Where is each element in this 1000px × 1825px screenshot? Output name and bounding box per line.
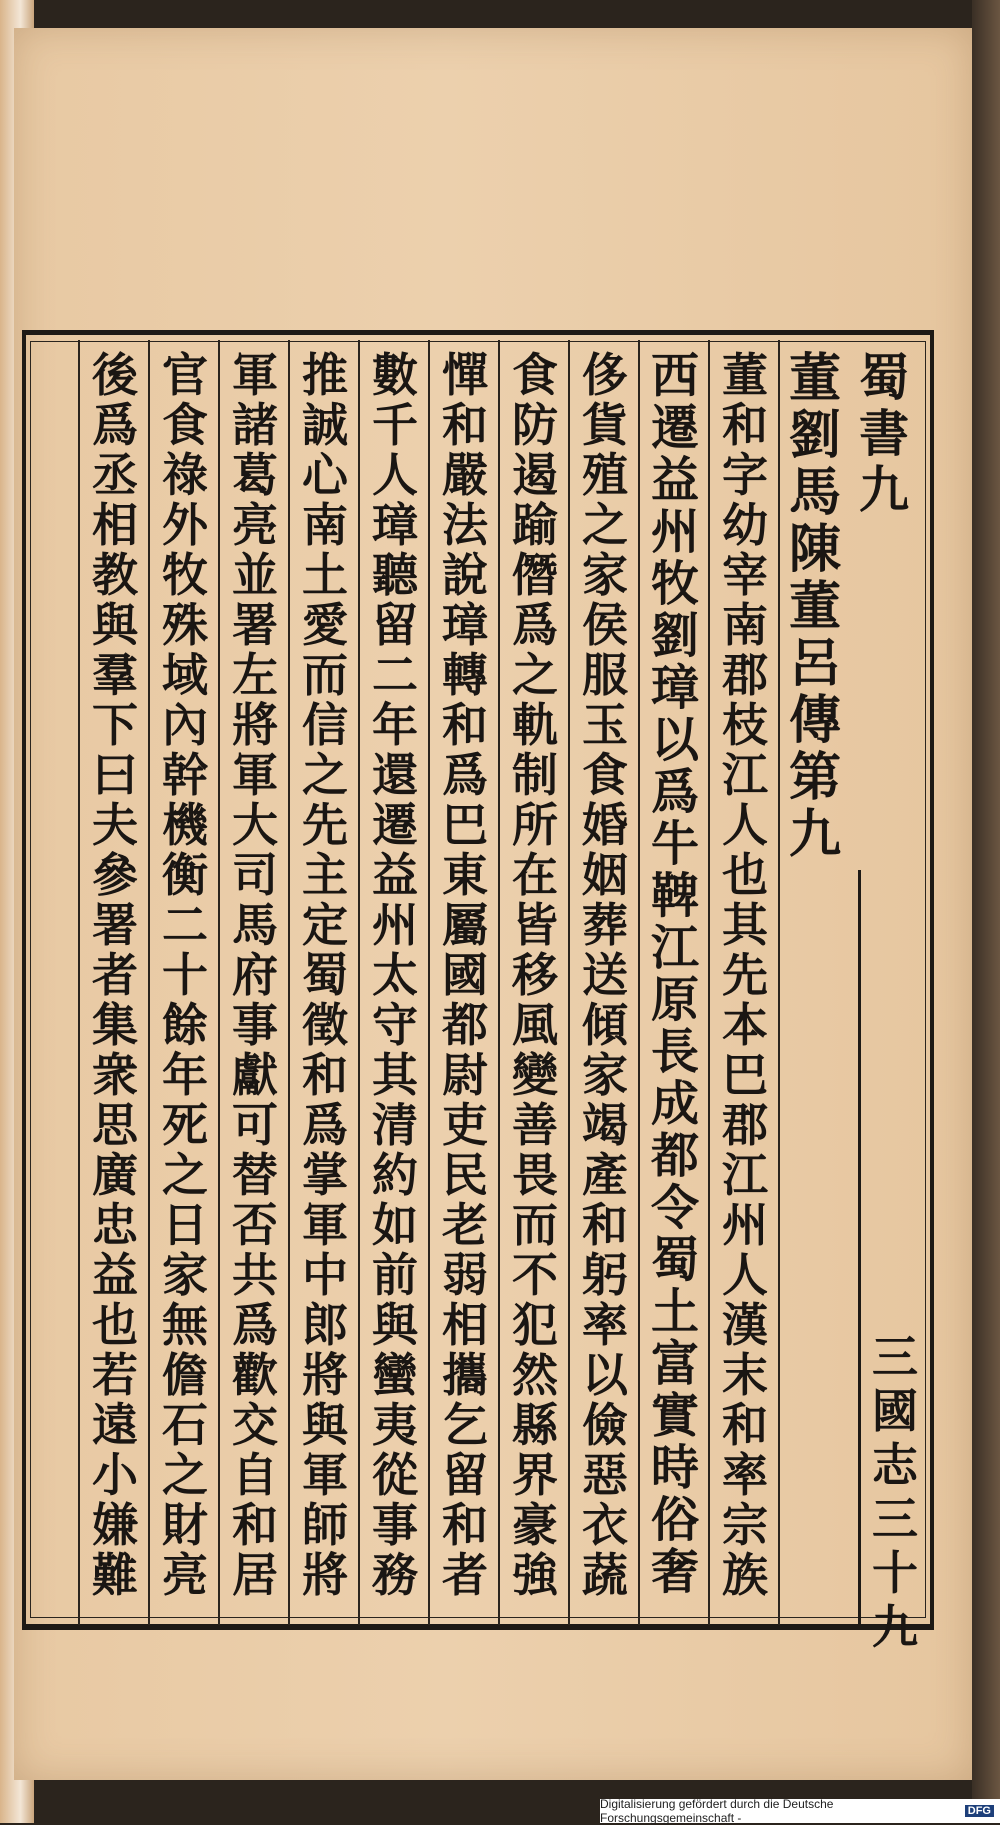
glyph: 蜀 xyxy=(650,1232,699,1288)
glyph: 豪 xyxy=(512,1498,558,1552)
glyph: 事 xyxy=(372,1498,418,1552)
glyph: 姻 xyxy=(582,848,628,902)
glyph: 信 xyxy=(302,698,348,752)
text-column xyxy=(640,350,710,1598)
glyph: 西 xyxy=(650,348,699,404)
glyph: 遏 xyxy=(512,448,558,502)
glyph: 交 xyxy=(232,1398,278,1452)
glyph: 祿 xyxy=(162,448,208,502)
glyph: 土 xyxy=(302,548,348,602)
glyph: 石 xyxy=(162,1398,208,1452)
text-column xyxy=(150,350,220,1600)
glyph: 儉 xyxy=(582,1398,628,1452)
glyph: 鞞 xyxy=(650,868,699,924)
glyph: 郡 xyxy=(722,648,768,702)
glyph: 亮 xyxy=(232,498,278,552)
glyph: 二 xyxy=(372,648,418,702)
glyph: 葬 xyxy=(582,898,628,952)
glyph: 州 xyxy=(722,1198,768,1252)
glyph: 而 xyxy=(512,1198,558,1252)
glyph: 三 xyxy=(872,1492,918,1546)
glyph: 日 xyxy=(162,1198,208,1252)
glyph: 益 xyxy=(372,848,418,902)
glyph: 與 xyxy=(92,598,138,652)
glyph: 無 xyxy=(162,1298,208,1352)
glyph: 巴 xyxy=(722,1048,768,1102)
glyph: 軌 xyxy=(512,698,558,752)
glyph: 爲 xyxy=(92,398,138,452)
glyph: 之 xyxy=(512,648,558,702)
glyph: 躬 xyxy=(582,1248,628,1302)
glyph: 傾 xyxy=(582,998,628,1052)
glyph: 強 xyxy=(512,1548,558,1602)
glyph: 縣 xyxy=(512,1398,558,1452)
glyph: 令 xyxy=(650,1180,699,1236)
glyph: 小 xyxy=(92,1448,138,1502)
glyph: 和 xyxy=(442,398,488,452)
glyph: 尉 xyxy=(442,1048,488,1102)
glyph: 相 xyxy=(92,498,138,552)
next-page-edge xyxy=(972,0,1000,1823)
glyph: 清 xyxy=(372,1098,418,1152)
glyph: 時 xyxy=(650,1440,699,1496)
glyph: 和 xyxy=(442,698,488,752)
glyph: 年 xyxy=(372,698,418,752)
glyph: 居 xyxy=(232,1548,278,1602)
glyph: 相 xyxy=(442,1298,488,1352)
glyph: 徵 xyxy=(302,998,348,1052)
glyph: 軍 xyxy=(302,1198,348,1252)
glyph: 牧 xyxy=(650,556,699,612)
glyph: 產 xyxy=(582,1148,628,1202)
glyph: 都 xyxy=(650,1128,699,1184)
glyph: 不 xyxy=(512,1248,558,1302)
glyph: 前 xyxy=(372,1248,418,1302)
glyph: 年 xyxy=(162,1048,208,1102)
glyph: 書 xyxy=(859,404,909,463)
glyph: 和 xyxy=(722,1398,768,1452)
glyph: 侯 xyxy=(582,598,628,652)
glyph: 屬 xyxy=(442,898,488,952)
glyph: 然 xyxy=(512,1348,558,1402)
glyph: 和 xyxy=(442,1498,488,1552)
dfg-logo: DFG xyxy=(965,1805,994,1817)
glyph: 以 xyxy=(582,1348,628,1402)
glyph: 都 xyxy=(442,998,488,1052)
text-column xyxy=(570,350,640,1600)
glyph: 官 xyxy=(162,348,208,402)
glyph: 巴 xyxy=(442,798,488,852)
glyph: 獻 xyxy=(232,1048,278,1102)
glyph: 家 xyxy=(582,548,628,602)
glyph: 衆 xyxy=(92,1048,138,1102)
glyph: 食 xyxy=(582,748,628,802)
glyph: 宰 xyxy=(722,548,768,602)
glyph: 機 xyxy=(162,798,208,852)
glyph: 率 xyxy=(582,1298,628,1352)
glyph: 蜀 xyxy=(302,948,348,1002)
glyph: 和 xyxy=(232,1498,278,1552)
glyph: 以 xyxy=(650,712,699,768)
glyph: 其 xyxy=(722,898,768,952)
glyph: 軍 xyxy=(232,348,278,402)
glyph: 爲 xyxy=(232,1298,278,1352)
glyph: 掌 xyxy=(302,1148,348,1202)
glyph: 將 xyxy=(302,1348,348,1402)
glyph: 宗 xyxy=(722,1498,768,1552)
glyph: 之 xyxy=(162,1148,208,1202)
glyph: 三 xyxy=(872,1330,918,1384)
glyph: 劉 xyxy=(650,608,699,664)
glyph: 千 xyxy=(372,398,418,452)
glyph: 南 xyxy=(302,498,348,552)
glyph: 推 xyxy=(302,348,348,402)
glyph: 左 xyxy=(232,648,278,702)
glyph: 也 xyxy=(92,1298,138,1352)
glyph: 食 xyxy=(512,348,558,402)
glyph: 傳 xyxy=(788,690,841,751)
glyph: 守 xyxy=(372,998,418,1052)
glyph: 餘 xyxy=(162,998,208,1052)
glyph: 共 xyxy=(232,1248,278,1302)
glyph: 可 xyxy=(232,1098,278,1152)
text-column xyxy=(710,350,780,1600)
glyph: 和 xyxy=(582,1198,628,1252)
glyph: 殖 xyxy=(582,448,628,502)
glyph: 如 xyxy=(372,1198,418,1252)
glyph: 外 xyxy=(162,498,208,552)
glyph: 富 xyxy=(650,1336,699,1392)
glyph: 聽 xyxy=(372,548,418,602)
glyph: 俗 xyxy=(650,1492,699,1548)
footer-text: Digitalisierung gefördert durch die Deutsche Forschungsgemeinschaft - xyxy=(600,1797,834,1825)
glyph: 轉 xyxy=(442,648,488,702)
glyph: 乞 xyxy=(442,1398,488,1452)
glyph: 思 xyxy=(92,1098,138,1152)
glyph: 家 xyxy=(162,1248,208,1302)
glyph: 誠 xyxy=(302,398,348,452)
glyph: 食 xyxy=(162,398,208,452)
glyph: 幼 xyxy=(722,498,768,552)
glyph: 衡 xyxy=(162,848,208,902)
glyph: 劉 xyxy=(788,405,841,466)
glyph: 自 xyxy=(232,1448,278,1502)
glyph: 也 xyxy=(722,848,768,902)
glyph: 留 xyxy=(372,598,418,652)
glyph: 東 xyxy=(442,848,488,902)
glyph: 人 xyxy=(722,798,768,852)
glyph: 移 xyxy=(512,948,558,1002)
glyph: 嫌 xyxy=(92,1498,138,1552)
glyph: 攜 xyxy=(442,1348,488,1402)
glyph: 人 xyxy=(722,1248,768,1302)
glyph: 枝 xyxy=(722,698,768,752)
glyph: 司 xyxy=(232,848,278,902)
glyph: 吏 xyxy=(442,1098,488,1152)
glyph: 並 xyxy=(232,548,278,602)
glyph: 璋 xyxy=(442,598,488,652)
glyph: 大 xyxy=(232,798,278,852)
glyph: 務 xyxy=(372,1548,418,1602)
glyph: 江 xyxy=(722,1148,768,1202)
glyph: 教 xyxy=(92,548,138,602)
volume-label xyxy=(866,1330,924,1654)
glyph: 送 xyxy=(582,948,628,1002)
glyph: 璋 xyxy=(372,498,418,552)
glyph: 歡 xyxy=(232,1348,278,1402)
text-column xyxy=(290,350,360,1600)
glyph: 民 xyxy=(442,1148,488,1202)
glyph: 約 xyxy=(372,1148,418,1202)
glyph: 者 xyxy=(442,1548,488,1602)
glyph: 防 xyxy=(512,398,558,452)
glyph: 夷 xyxy=(372,1398,418,1452)
glyph: 蜀 xyxy=(859,348,909,407)
glyph: 之 xyxy=(302,748,348,802)
glyph: 益 xyxy=(650,452,699,508)
glyph: 後 xyxy=(92,348,138,402)
glyph: 惡 xyxy=(582,1448,628,1502)
glyph: 羣 xyxy=(92,648,138,702)
glyph: 弱 xyxy=(442,1248,488,1302)
text-column xyxy=(360,350,430,1600)
glyph: 益 xyxy=(92,1248,138,1302)
glyph: 二 xyxy=(162,898,208,952)
glyph: 畏 xyxy=(512,1148,558,1202)
glyph: 婚 xyxy=(582,798,628,852)
glyph: 州 xyxy=(372,898,418,952)
glyph: 法 xyxy=(442,498,488,552)
glyph: 蔬 xyxy=(582,1548,628,1602)
glyph: 先 xyxy=(302,798,348,852)
glyph: 風 xyxy=(512,998,558,1052)
glyph: 漢 xyxy=(722,1298,768,1352)
glyph: 字 xyxy=(722,448,768,502)
glyph: 江 xyxy=(722,748,768,802)
glyph: 國 xyxy=(442,948,488,1002)
glyph: 董 xyxy=(788,348,841,409)
glyph: 憚 xyxy=(442,348,488,402)
glyph: 老 xyxy=(442,1198,488,1252)
glyph: 郎 xyxy=(302,1298,348,1352)
glyph: 內 xyxy=(162,698,208,752)
glyph: 服 xyxy=(582,648,628,702)
glyph: 南 xyxy=(722,598,768,652)
glyph: 爲 xyxy=(650,764,699,820)
glyph: 參 xyxy=(92,848,138,902)
glyph: 愛 xyxy=(302,598,348,652)
text-column xyxy=(780,350,850,863)
glyph: 署 xyxy=(92,898,138,952)
glyph: 江 xyxy=(650,920,699,976)
glyph: 原 xyxy=(650,972,699,1028)
glyph: 第 xyxy=(788,747,841,808)
glyph: 九 xyxy=(788,804,841,865)
glyph: 與 xyxy=(372,1298,418,1352)
glyph: 貨 xyxy=(582,398,628,452)
glyph: 末 xyxy=(722,1348,768,1402)
glyph: 財 xyxy=(162,1498,208,1552)
glyph: 界 xyxy=(512,1448,558,1502)
glyph: 之 xyxy=(162,1448,208,1502)
glyph: 竭 xyxy=(582,1098,628,1152)
glyph: 犯 xyxy=(512,1298,558,1352)
glyph: 亮 xyxy=(162,1548,208,1602)
glyph: 族 xyxy=(722,1548,768,1602)
glyph: 陳 xyxy=(788,519,841,580)
glyph: 諸 xyxy=(232,398,278,452)
glyph: 十 xyxy=(162,948,208,1002)
glyph: 者 xyxy=(92,948,138,1002)
glyph: 成 xyxy=(650,1076,699,1132)
glyph: 九 xyxy=(859,460,909,519)
glyph: 馬 xyxy=(788,462,841,523)
glyph: 死 xyxy=(162,1098,208,1152)
glyph: 玉 xyxy=(582,698,628,752)
glyph: 九 xyxy=(872,1600,918,1654)
glyph: 遷 xyxy=(372,798,418,852)
glyph: 從 xyxy=(372,1448,418,1502)
glyph: 長 xyxy=(650,1024,699,1080)
glyph: 與 xyxy=(302,1398,348,1452)
glyph: 其 xyxy=(372,1048,418,1102)
glyph: 志 xyxy=(872,1438,918,1492)
glyph: 人 xyxy=(372,448,418,502)
glyph: 董 xyxy=(788,576,841,637)
glyph: 夫 xyxy=(92,798,138,852)
glyph: 和 xyxy=(302,1048,348,1102)
glyph: 董 xyxy=(722,348,768,402)
glyph: 實 xyxy=(650,1388,699,1444)
glyph: 說 xyxy=(442,548,488,602)
glyph: 葛 xyxy=(232,448,278,502)
glyph: 難 xyxy=(92,1548,138,1602)
glyph: 署 xyxy=(232,598,278,652)
glyph: 儋 xyxy=(162,1348,208,1402)
glyph: 事 xyxy=(232,998,278,1052)
glyph: 奢 xyxy=(650,1544,699,1600)
glyph: 師 xyxy=(302,1498,348,1552)
glyph: 郡 xyxy=(722,1098,768,1152)
glyph: 若 xyxy=(92,1348,138,1402)
glyph: 踰 xyxy=(512,498,558,552)
glyph: 牛 xyxy=(650,816,699,872)
glyph: 爲 xyxy=(302,1098,348,1152)
glyph: 國 xyxy=(872,1384,918,1438)
glyph: 府 xyxy=(232,948,278,1002)
glyph: 忠 xyxy=(92,1198,138,1252)
glyph: 軍 xyxy=(232,748,278,802)
glyph: 否 xyxy=(232,1198,278,1252)
glyph: 之 xyxy=(582,498,628,552)
glyph: 爲 xyxy=(442,748,488,802)
digitization-footer xyxy=(600,1799,1000,1823)
glyph: 將 xyxy=(232,698,278,752)
glyph: 變 xyxy=(512,1048,558,1102)
text-column xyxy=(220,350,290,1600)
glyph: 軍 xyxy=(302,1448,348,1502)
glyph: 土 xyxy=(650,1284,699,1340)
glyph: 牧 xyxy=(162,548,208,602)
glyph: 在 xyxy=(512,848,558,902)
glyph: 太 xyxy=(372,948,418,1002)
chapter-heading xyxy=(853,350,915,518)
glyph: 和 xyxy=(722,398,768,452)
glyph: 殊 xyxy=(162,598,208,652)
glyph: 所 xyxy=(512,798,558,852)
text-column xyxy=(500,350,570,1600)
glyph: 替 xyxy=(232,1148,278,1202)
glyph: 廣 xyxy=(92,1148,138,1202)
glyph: 十 xyxy=(872,1546,918,1600)
glyph: 下 xyxy=(92,698,138,752)
text-column xyxy=(80,350,150,1600)
glyph: 心 xyxy=(302,448,348,502)
glyph: 本 xyxy=(722,998,768,1052)
glyph: 將 xyxy=(302,1548,348,1602)
glyph: 先 xyxy=(722,948,768,1002)
glyph: 域 xyxy=(162,648,208,702)
glyph: 遷 xyxy=(650,400,699,456)
glyph: 善 xyxy=(512,1098,558,1152)
glyph: 州 xyxy=(650,504,699,560)
glyph: 蠻 xyxy=(372,1348,418,1402)
glyph: 還 xyxy=(372,748,418,802)
column-rule xyxy=(78,340,80,1625)
glyph: 僭 xyxy=(512,548,558,602)
glyph: 集 xyxy=(92,998,138,1052)
glyph: 定 xyxy=(302,898,348,952)
glyph: 率 xyxy=(722,1448,768,1502)
glyph: 遠 xyxy=(92,1398,138,1452)
glyph: 留 xyxy=(442,1448,488,1502)
glyph: 皆 xyxy=(512,898,558,952)
glyph: 曰 xyxy=(92,748,138,802)
glyph: 幹 xyxy=(162,748,208,802)
glyph: 數 xyxy=(372,348,418,402)
glyph: 丞 xyxy=(92,448,138,502)
glyph: 主 xyxy=(302,848,348,902)
glyph: 侈 xyxy=(582,348,628,402)
glyph: 呂 xyxy=(788,633,841,694)
glyph: 嚴 xyxy=(442,448,488,502)
glyph: 馬 xyxy=(232,898,278,952)
glyph: 璋 xyxy=(650,660,699,716)
glyph: 衣 xyxy=(582,1498,628,1552)
text-column xyxy=(430,350,500,1600)
glyph: 制 xyxy=(512,748,558,802)
glyph: 爲 xyxy=(512,598,558,652)
glyph: 家 xyxy=(582,1048,628,1102)
glyph: 而 xyxy=(302,648,348,702)
glyph: 中 xyxy=(302,1248,348,1302)
